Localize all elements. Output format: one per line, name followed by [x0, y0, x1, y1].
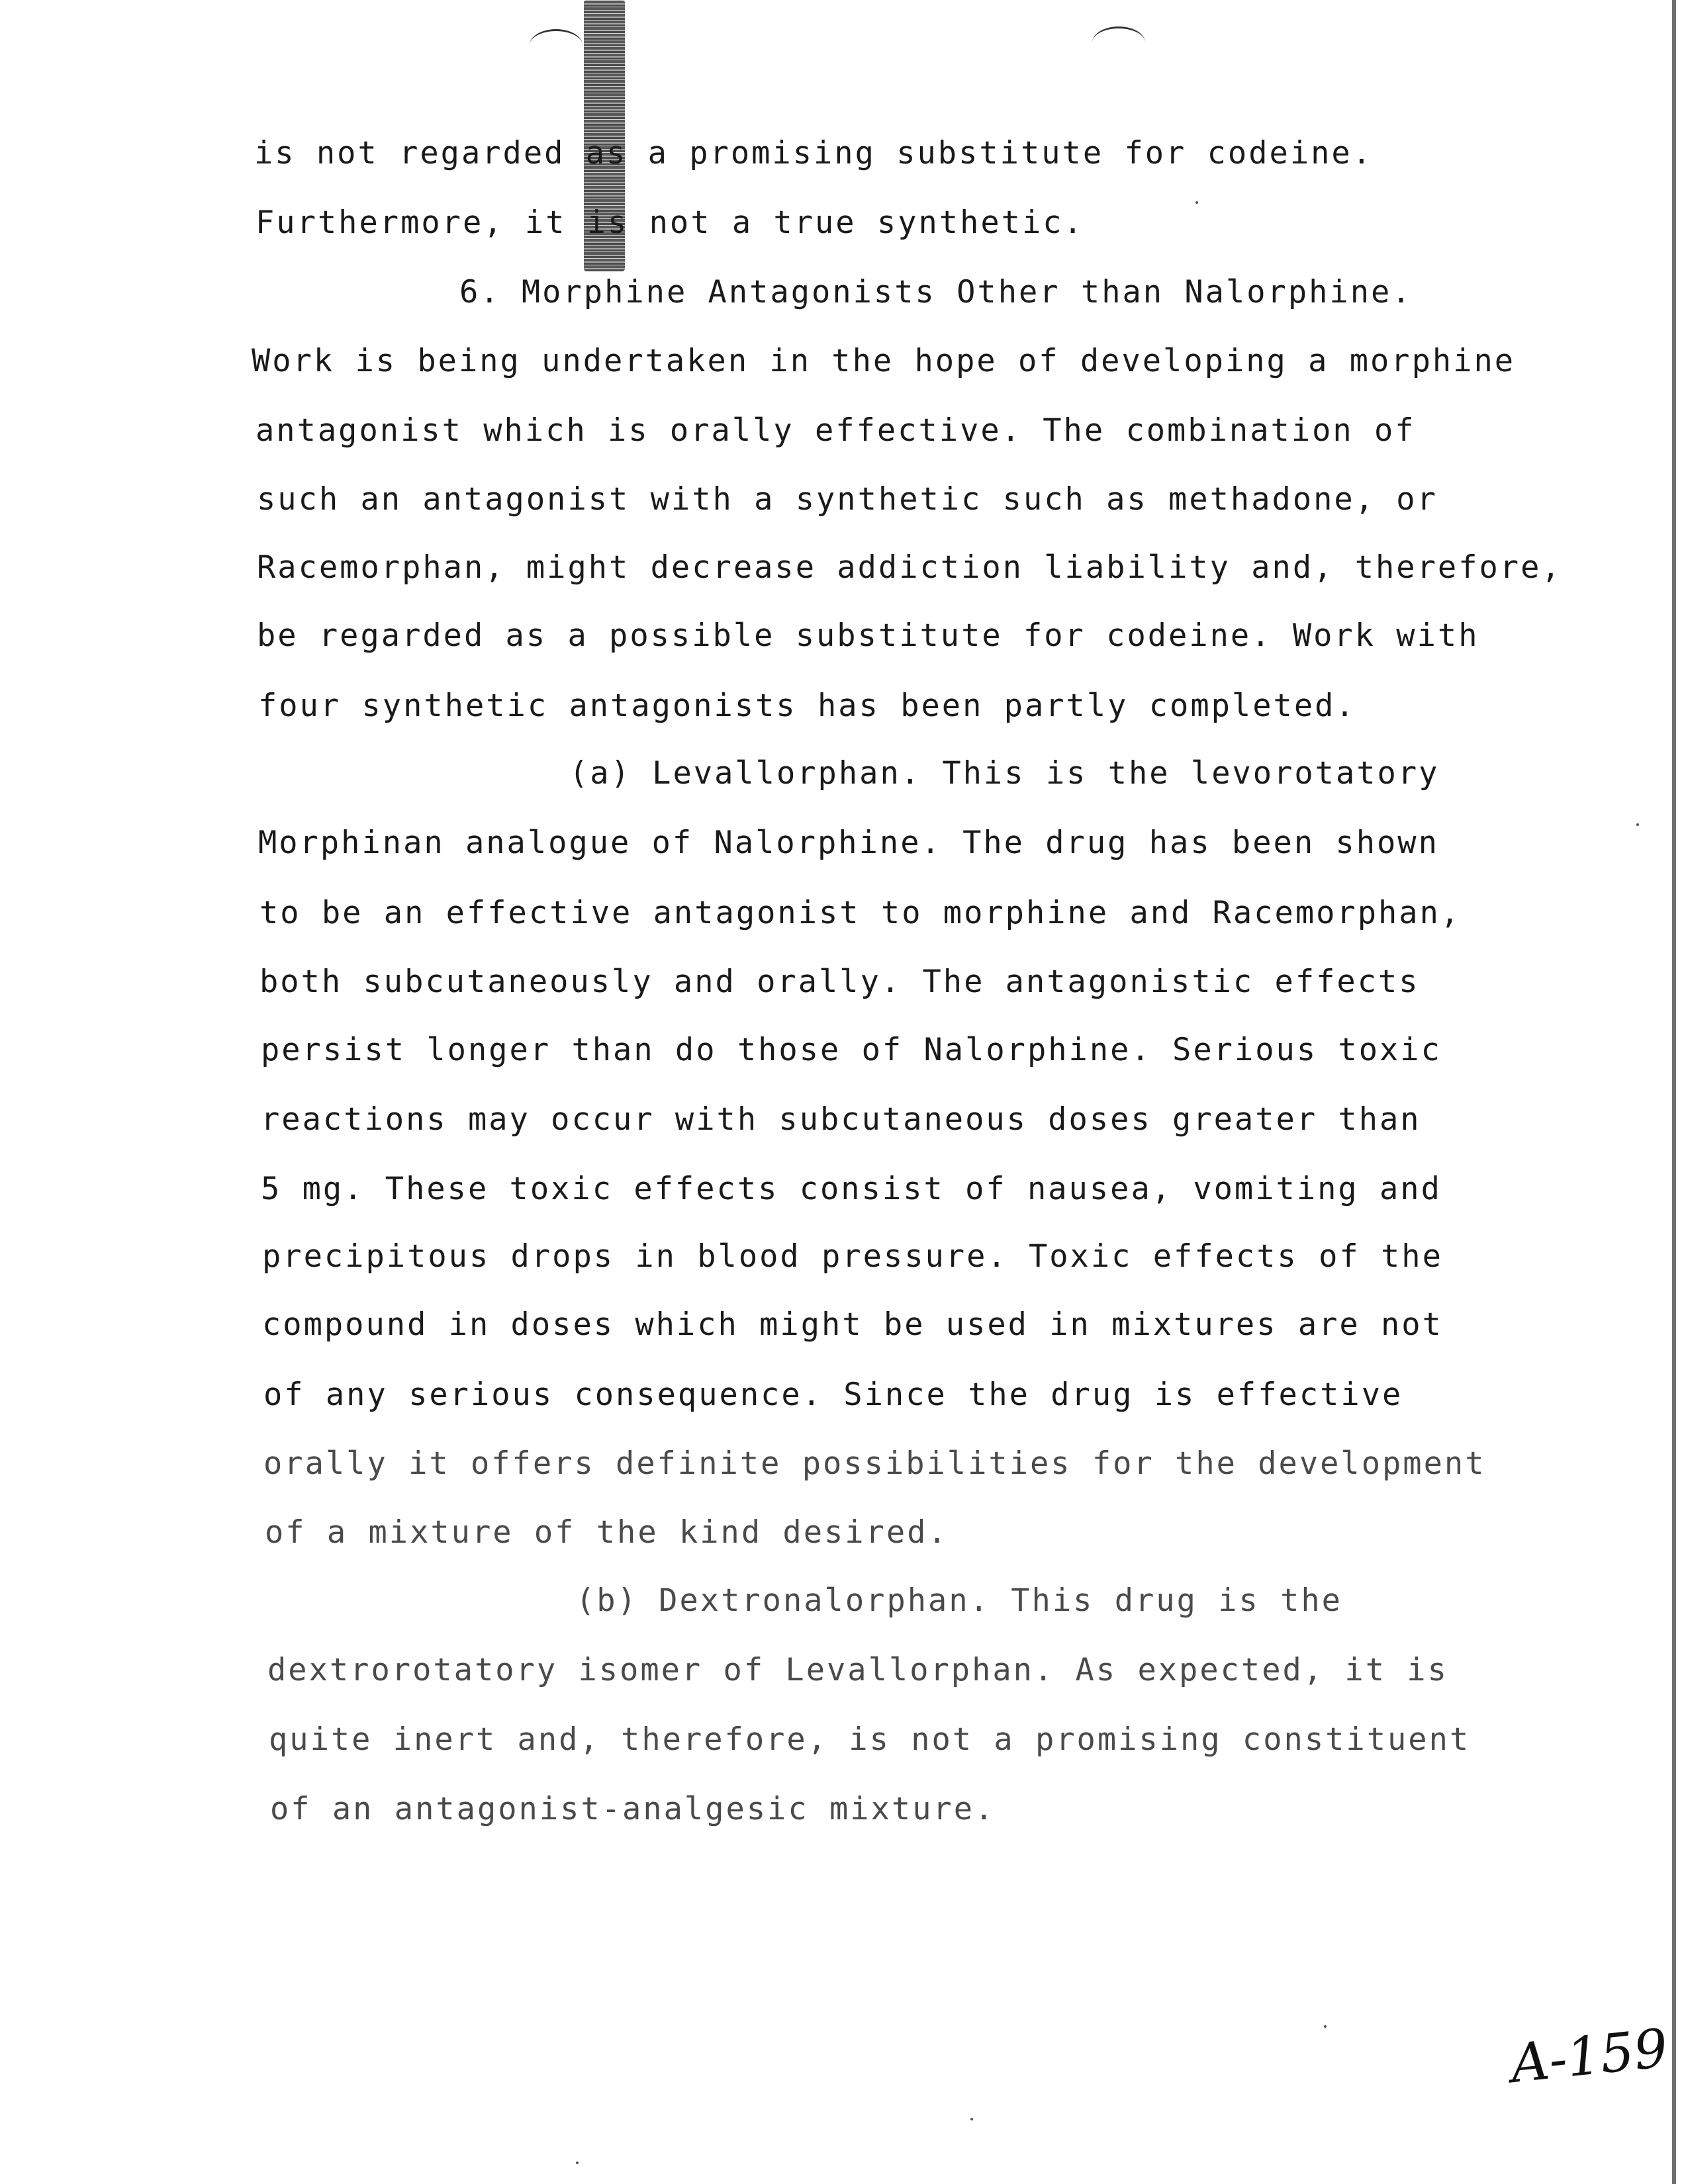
text-line: Furthermore, it is not a true synthetic.: [256, 205, 1084, 241]
subsection-heading: (b) Dextronalorphan. This drug is the: [576, 1582, 1342, 1619]
text-line: antagonist which is orally effective. The combination of: [256, 412, 1416, 449]
text-line: four synthetic antagonists has been partly completed.: [258, 688, 1356, 724]
scan-speck: [970, 2118, 973, 2120]
text-line: reactions may occur with subcutaneous doses greater than: [261, 1101, 1421, 1138]
text-line: orally it offers definite possibilities for the development: [263, 1445, 1486, 1482]
page-edge-shadow: [1672, 0, 1676, 2184]
text-line: quite inert and, therefore, is not a promising constituent: [269, 1721, 1471, 1758]
scan-speck: [1324, 2025, 1327, 2028]
text-line: persist longer than do those of Nalorphine. Serious toxic: [261, 1032, 1442, 1068]
text-line: 5 mg. These toxic effects consist of nausea, vomiting and: [261, 1171, 1442, 1207]
text-line: both subcutaneously and orally. The antagonistic effects: [259, 964, 1420, 1000]
text-line: Morphinan analogue of Nalorphine. The drug has been shown: [258, 825, 1439, 861]
scan-speck: [1636, 823, 1639, 826]
text-line: of any serious consequence. Since the drug is effective: [263, 1377, 1403, 1413]
text-line: such an antagonist with a synthetic such as methadone, or: [257, 481, 1438, 518]
text-line: Racemorphan, might decrease addiction liability and, therefore,: [257, 549, 1562, 586]
handwritten-page-number: A-159: [1507, 2017, 1671, 2095]
text-line: dextrorotatory isomer of Levallorphan. As expected, it is: [267, 1652, 1448, 1688]
scan-speck: [576, 2161, 579, 2164]
subsection-heading: (a) Levallorphan. This is the levorotatory: [569, 755, 1440, 792]
punch-hole-left: [530, 29, 583, 62]
scan-speck: [1195, 201, 1198, 204]
text-line: Work is being undertaken in the hope of developing a morphine: [252, 343, 1516, 379]
text-line: of a mixture of the kind desired.: [265, 1514, 949, 1551]
text-line: of an antagonist-analgesic mixture.: [270, 1791, 996, 1827]
section-heading: 6. Morphine Antagonists Other than Nalorphine.: [459, 274, 1413, 310]
text-line: precipitous drops in blood pressure. Toxic effects of the: [262, 1238, 1443, 1275]
text-line: be regarded as a possible substitute for codeine. Work with: [257, 617, 1479, 654]
text-line: compound in doses which might be used in mixtures are not: [262, 1306, 1443, 1343]
punch-hole-right: [1092, 26, 1145, 59]
text-line: is not regarded as a promising substitute for codeine.: [254, 135, 1374, 171]
text-line: to be an effective antagonist to morphine and Racemorphan,: [259, 895, 1462, 931]
